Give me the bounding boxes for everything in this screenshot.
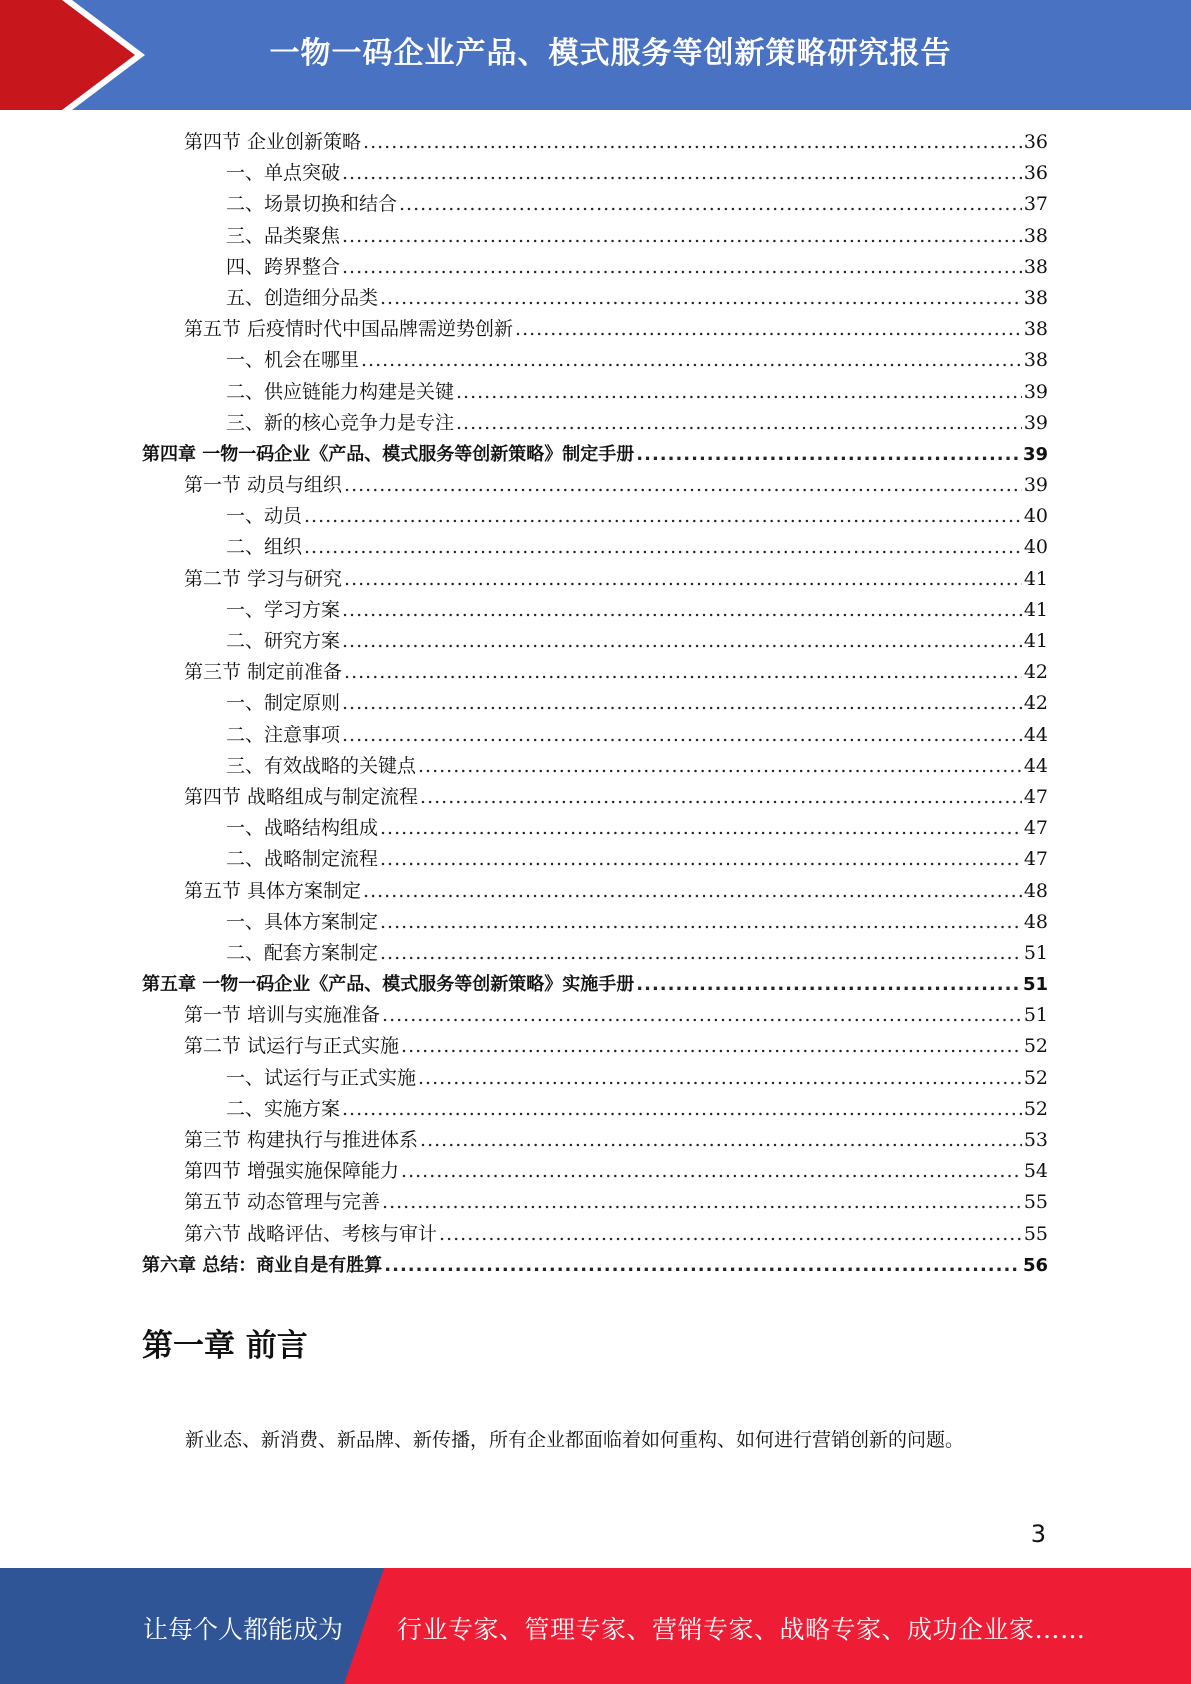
toc-entry[interactable] (142, 1187, 1048, 1218)
toc-page-number: 56 (1022, 1254, 1048, 1276)
toc-entry-label: 二、实施方案 (226, 1097, 341, 1120)
table-of-contents (142, 127, 1048, 1281)
toc-entry-label: 一、制定原则 (226, 692, 341, 715)
toc-entry-label: 第二节 试运行与正式实施 (184, 1035, 400, 1058)
toc-dot-leader (382, 1187, 1022, 1218)
toc-dot-leader (344, 470, 1022, 501)
toc-dot-leader (456, 408, 1022, 439)
toc-entry[interactable] (142, 377, 1048, 408)
toc-page-number: 39 (1022, 443, 1048, 465)
toc-dot-leader (342, 626, 1022, 657)
toc-entry-label: 四、跨界整合 (226, 255, 341, 278)
toc-entry-label: 第六节 战略评估、考核与审计 (184, 1222, 438, 1245)
toc-page-number: 40 (1023, 536, 1048, 559)
toc-entry[interactable] (142, 283, 1048, 314)
toc-entry-label: 第三节 构建执行与推进体系 (184, 1129, 419, 1151)
toc-entry-label: 三、有效战略的关键点 (226, 754, 417, 777)
toc-page-number: 47 (1023, 817, 1048, 840)
toc-page-number: 36 (1023, 162, 1048, 185)
toc-page-number: 54 (1023, 1160, 1048, 1183)
toc-entry-label: 第四节 企业创新策略 (184, 131, 362, 153)
toc-dot-leader (342, 720, 1022, 751)
toc-dot-leader (380, 907, 1022, 938)
toc-entry-label: 一、具体方案制定 (226, 910, 379, 933)
toc-page-number: 36 (1023, 131, 1048, 153)
toc-dot-leader (344, 657, 1022, 688)
toc-page-number: 41 (1023, 598, 1048, 621)
toc-entry-label: 第三节 制定前准备 (184, 661, 343, 684)
toc-dot-leader (342, 158, 1022, 189)
toc-page-number: 53 (1023, 1129, 1048, 1151)
toc-entry[interactable] (142, 408, 1048, 439)
toc-entry-label: 第六章 总结：商业自是有胜算 (142, 1254, 383, 1276)
toc-page-number: 39 (1023, 380, 1048, 403)
toc-entry[interactable] (142, 844, 1048, 875)
toc-entry[interactable] (142, 221, 1048, 252)
toc-entry[interactable] (142, 1031, 1048, 1062)
toc-entry-label: 二、供应链能力构建是关键 (226, 380, 455, 403)
toc-dot-leader (420, 782, 1022, 813)
toc-entry[interactable] (142, 626, 1048, 657)
toc-dot-leader (363, 127, 1022, 158)
toc-entry-label: 一、战略结构组成 (226, 817, 379, 840)
toc-entry-label: 第四章 一物一码企业《产品、模式服务等创新策略》制定手册 (142, 443, 635, 465)
toc-entry[interactable] (142, 657, 1048, 688)
toc-dot-leader (420, 1125, 1022, 1156)
toc-dot-leader (418, 751, 1022, 782)
toc-page-number: 38 (1023, 255, 1048, 278)
toc-entry[interactable] (142, 1094, 1048, 1125)
toc-dot-leader (515, 314, 1022, 345)
toc-dot-leader (380, 283, 1022, 314)
toc-entry[interactable] (142, 813, 1048, 844)
footer-slogan-right: 行业专家、管理专家、营销专家、战略专家、成功企业家…… (397, 1615, 1086, 1644)
toc-dot-leader (342, 595, 1022, 626)
toc-page-number: 52 (1023, 1035, 1048, 1058)
toc-page-number: 37 (1023, 193, 1048, 216)
toc-entry[interactable] (142, 1063, 1048, 1094)
toc-page-number: 39 (1023, 474, 1048, 497)
toc-entry-label: 二、研究方案 (226, 630, 341, 652)
toc-dot-leader (401, 1156, 1022, 1187)
toc-page-number: 52 (1023, 1097, 1048, 1120)
toc-entry-label: 第一节 动员与组织 (184, 474, 343, 497)
toc-dot-leader (380, 844, 1022, 875)
toc-entry-label: 二、注意事项 (226, 723, 341, 746)
toc-entry-label: 一、学习方案 (226, 598, 341, 621)
toc-dot-leader (401, 1031, 1022, 1062)
toc-dot-leader (384, 1250, 1021, 1281)
toc-page-number: 40 (1023, 505, 1048, 528)
toc-page-number: 41 (1023, 567, 1048, 590)
toc-entry[interactable] (142, 158, 1048, 189)
toc-entry-label: 三、新的核心竞争力是专注 (226, 411, 455, 434)
toc-entry[interactable] (142, 751, 1048, 782)
toc-dot-leader (363, 876, 1022, 907)
chapter-heading: 第一章 前言 (142, 1328, 308, 1364)
page-number: 3 (1030, 1520, 1046, 1548)
toc-entry[interactable] (142, 720, 1048, 751)
toc-entry[interactable] (142, 314, 1048, 345)
toc-entry-label: 一、单点突破 (226, 162, 341, 185)
toc-entry[interactable] (142, 564, 1048, 595)
toc-page-number: 48 (1023, 910, 1048, 933)
toc-page-number: 38 (1023, 286, 1048, 309)
toc-dot-leader (342, 221, 1022, 252)
toc-entry[interactable] (142, 595, 1048, 626)
intro-paragraph: 新业态、新消费、新品牌、新传播，所有企业都面临着如何重构、如何进行营销创新的问题。 (185, 1429, 965, 1451)
toc-dot-leader (304, 501, 1022, 532)
page-header (0, 0, 1191, 110)
toc-entry[interactable] (142, 1156, 1048, 1187)
toc-entry[interactable] (142, 782, 1048, 813)
toc-dot-leader (342, 1094, 1022, 1125)
toc-entry[interactable] (142, 1250, 1048, 1281)
toc-entry-label: 第四节 增强实施保障能力 (184, 1160, 400, 1183)
toc-page-number: 42 (1023, 661, 1048, 684)
toc-dot-leader (418, 1063, 1022, 1094)
toc-entry[interactable] (142, 189, 1048, 220)
toc-dot-leader (456, 377, 1022, 408)
toc-page-number: 55 (1023, 1191, 1048, 1214)
toc-entry[interactable] (142, 969, 1048, 1000)
toc-entry-label: 二、战略制定流程 (226, 848, 379, 871)
toc-entry-label: 二、配套方案制定 (226, 941, 379, 964)
toc-entry-label: 第二节 学习与研究 (184, 567, 343, 590)
toc-entry-label: 二、场景切换和结合 (226, 193, 398, 216)
toc-entry-label: 第五节 后疫情时代中国品牌需逆势创新 (184, 318, 514, 341)
toc-entry[interactable] (142, 938, 1048, 969)
toc-entry-label: 一、试运行与正式实施 (226, 1066, 417, 1089)
toc-page-number: 52 (1023, 1066, 1048, 1089)
toc-entry-label: 一、机会在哪里 (226, 349, 360, 372)
toc-page-number: 48 (1023, 879, 1048, 902)
toc-page-number: 38 (1023, 224, 1048, 247)
toc-entry[interactable] (142, 1000, 1048, 1031)
toc-dot-leader (399, 189, 1022, 220)
toc-entry[interactable] (142, 439, 1048, 470)
toc-page-number: 51 (1023, 941, 1048, 964)
toc-entry[interactable] (142, 252, 1048, 283)
toc-dot-leader (380, 938, 1022, 969)
toc-entry[interactable] (142, 1125, 1048, 1156)
toc-entry-label: 五、创造细分品类 (226, 286, 379, 309)
page-footer (0, 1568, 1191, 1684)
toc-page-number: 47 (1023, 785, 1048, 808)
toc-entry-label: 第五章 一物一码企业《产品、模式服务等创新策略》实施手册 (142, 974, 635, 996)
toc-page-number: 51 (1022, 974, 1048, 996)
toc-page-number: 41 (1023, 630, 1048, 652)
toc-page-number: 42 (1023, 692, 1048, 715)
toc-entry[interactable] (142, 127, 1048, 158)
toc-page-number: 38 (1023, 349, 1048, 372)
toc-entry[interactable] (142, 1219, 1048, 1250)
footer-slogan-left: 让每个人都能成为 (143, 1615, 344, 1644)
toc-dot-leader (344, 564, 1022, 595)
toc-entry[interactable] (142, 688, 1048, 719)
toc-entry[interactable] (142, 907, 1048, 938)
toc-dot-leader (382, 1000, 1022, 1031)
report-title: 一物一码企业产品、模式服务等创新策略研究报告 (269, 36, 952, 71)
toc-entry-label: 三、品类聚焦 (226, 224, 341, 247)
toc-entry-label: 第五节 动态管理与完善 (184, 1191, 381, 1214)
toc-entry[interactable] (142, 532, 1048, 563)
toc-page-number: 38 (1023, 318, 1048, 341)
toc-dot-leader (380, 813, 1022, 844)
toc-entry-label: 第四节 战略组成与制定流程 (184, 785, 419, 808)
toc-entry-label: 第一节 培训与实施准备 (184, 1004, 381, 1027)
toc-entry-label: 二、组织 (226, 536, 303, 559)
toc-dot-leader (636, 969, 1021, 1000)
toc-entry[interactable] (142, 501, 1048, 532)
toc-entry[interactable] (142, 876, 1048, 907)
toc-entry[interactable] (142, 470, 1048, 501)
toc-dot-leader (361, 345, 1022, 376)
toc-entry-label: 一、动员 (226, 505, 303, 528)
toc-dot-leader (304, 532, 1022, 563)
toc-dot-leader (439, 1219, 1022, 1250)
toc-dot-leader (342, 252, 1022, 283)
toc-page-number: 47 (1023, 848, 1048, 871)
toc-page-number: 55 (1023, 1222, 1048, 1245)
toc-dot-leader (636, 439, 1021, 470)
toc-page-number: 39 (1023, 411, 1048, 434)
toc-entry-label: 第五节 具体方案制定 (184, 879, 362, 902)
toc-entry[interactable] (142, 345, 1048, 376)
toc-dot-leader (342, 688, 1022, 719)
toc-page-number: 44 (1023, 754, 1048, 777)
toc-page-number: 44 (1023, 723, 1048, 746)
toc-page-number: 51 (1023, 1004, 1048, 1027)
